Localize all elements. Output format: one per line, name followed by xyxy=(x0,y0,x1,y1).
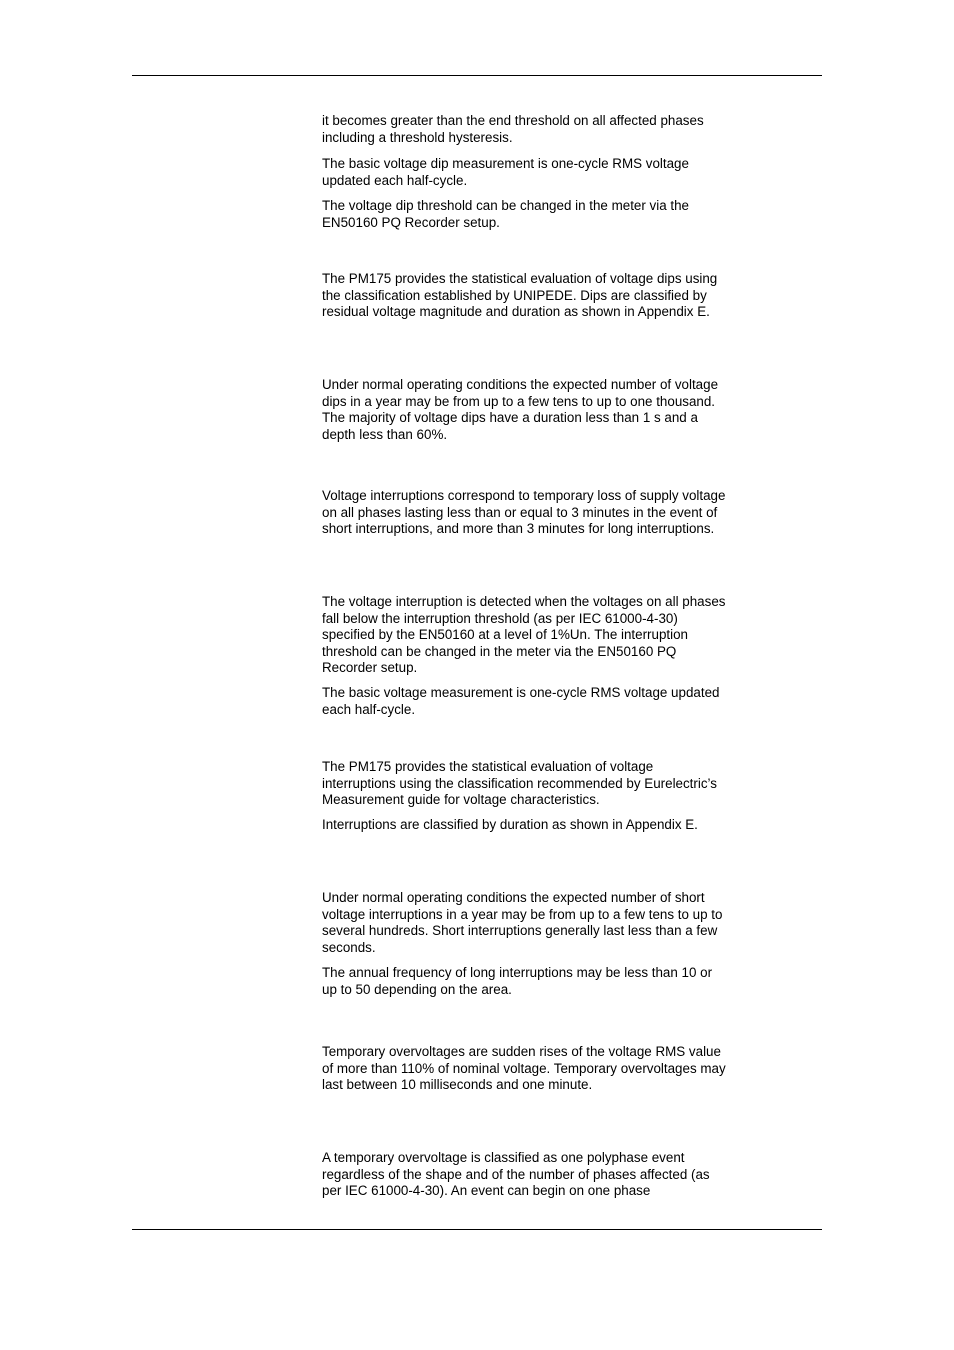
paragraph-interruption-detection: The voltage interruption is detected when the voltages on all phases fall below the interruption threshold (as per IEC 61000-4-30) specified by the EN50160 at a level of 1%Un. The interruption threshold can be changed in the meter via the EN50160 PQ Recorder setup. xyxy=(322,594,726,676)
paragraph-interruption-evaluation: The PM175 provides the statistical evaluation of voltage interruptions using the classification recommended by Eurelectric’s Measurement guide for voltage characteristics. xyxy=(322,759,717,808)
paragraph-overvoltage-definition: Temporary overvoltages are sudden rises of the voltage RMS value of more than 110% of nominal voltage. Temporary overvoltages may last between 10 milliseconds and one minute. xyxy=(322,1044,726,1093)
paragraph-interruption-definition: Voltage interruptions correspond to temporary loss of supply voltage on all phases lasting less than or equal to 3 minutes in the event of short interruptions, and more than 3 minutes for long interruptions. xyxy=(322,488,726,537)
header-rule xyxy=(132,75,822,76)
paragraph-dip-threshold-setup: The voltage dip threshold can be changed in the meter via the EN50160 PQ Recorder setup. xyxy=(322,198,689,230)
paragraph-dip-measurement: The basic voltage dip measurement is one-cycle RMS voltage updated each half-cycle. xyxy=(322,156,689,188)
paragraph-overvoltage-classification: A temporary overvoltage is classified as one polyphase event regardless of the shape and of the number of phases affected (as per IEC 61000-4-30). An event can begin on one phase xyxy=(322,1150,710,1199)
paragraph-interruption-expected-number: Under normal operating conditions the expected number of short voltage interruptions in a year may be from up to a few tens to up to several hundreds. Short interruptions generally last less than a few seconds. xyxy=(322,890,723,955)
paragraph-interruption-measurement: The basic voltage measurement is one-cycle RMS voltage updated each half-cycle. xyxy=(322,685,720,717)
paragraph-interruption-classification: Interruptions are classified by duration as shown in Appendix E. xyxy=(322,817,698,832)
paragraph-dip-evaluation: The PM175 provides the statistical evaluation of voltage dips using the classification established by UNIPEDE. Dips are classified by residual voltage magnitude and duration as shown in Appendix E. xyxy=(322,271,718,320)
paragraph-dip-end-threshold: it becomes greater than the end threshold on all affected phases including a threshold hysteresis. xyxy=(322,113,704,145)
footer-rule xyxy=(132,1229,822,1230)
paragraph-long-interruption-frequency: The annual frequency of long interruptions may be less than 10 or up to 50 depending on the area. xyxy=(322,965,713,997)
paragraph-dip-expected-number: Under normal operating conditions the expected number of voltage dips in a year may be from up to a few tens to up to one thousand. The majority of voltage dips have a duration less than 1 s and a depth less than 60%. xyxy=(322,377,719,442)
